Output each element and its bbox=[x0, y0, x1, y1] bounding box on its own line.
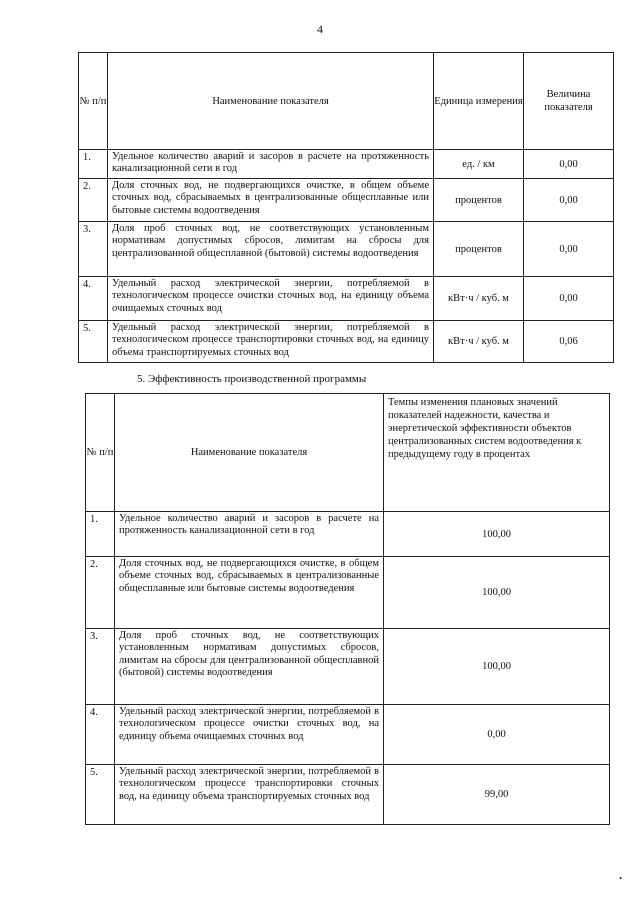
page-mark: • bbox=[619, 874, 622, 883]
row-name: Доля проб сточных вод, не соответствующих установленным нормативам допустимых сбросов, лимитам на сбросы для централизованной общесплавной (бытовой) системы водоотведения bbox=[108, 222, 434, 277]
row-unit: процентов bbox=[434, 179, 524, 222]
row-value: 100,00 bbox=[384, 629, 610, 705]
table-row bbox=[79, 222, 614, 277]
row-num: 2. bbox=[86, 557, 115, 629]
table-row bbox=[86, 512, 610, 557]
row-value: 0,06 bbox=[524, 321, 614, 363]
header-num: № п/п bbox=[86, 394, 115, 512]
indicators-table bbox=[78, 52, 614, 363]
header-name: Наименование показателя bbox=[115, 394, 384, 512]
row-num: 5. bbox=[79, 321, 108, 363]
table-row bbox=[86, 705, 610, 765]
row-name: Доля сточных вод, не подвергающихся очистке, в общем объеме сточных вод, сбрасываемых в централизованные общесплавные или бытовые системы водоотведения bbox=[115, 557, 384, 629]
row-value: 99,00 bbox=[384, 765, 610, 825]
table-row bbox=[86, 629, 610, 705]
row-name: Удельный расход электрической энергии, потребляемой в технологическом процессе очистки сточных вод, на единицу объема очищаемых сточных вод bbox=[108, 277, 434, 321]
row-unit: кВт·ч / куб. м bbox=[434, 321, 524, 363]
header-rate: Темпы изменения плановых значений показателей надежности, качества и энергетической эффективности объектов централизованных систем водоотведения к предыдущему году в процентах bbox=[384, 394, 610, 512]
table-row bbox=[79, 150, 614, 179]
row-value: 100,00 bbox=[384, 512, 610, 557]
row-value: 0,00 bbox=[524, 222, 614, 277]
row-name: Доля сточных вод, не подвергающихся очистке, в общем объеме сточных вод, сбрасываемых в централизованные общесплавные или бытовые системы водоотведения bbox=[108, 179, 434, 222]
page-number: 4 bbox=[317, 22, 323, 36]
row-num: 4. bbox=[79, 277, 108, 321]
table-row bbox=[79, 179, 614, 222]
table-row bbox=[79, 277, 614, 321]
table-header-row bbox=[86, 394, 610, 512]
row-num: 1. bbox=[79, 150, 108, 179]
row-num: 1. bbox=[86, 512, 115, 557]
row-num: 5. bbox=[86, 765, 115, 825]
efficiency-table bbox=[85, 393, 610, 825]
header-name: Наименование показателя bbox=[108, 53, 434, 150]
table-header-row bbox=[79, 53, 614, 150]
row-value: 100,00 bbox=[384, 557, 610, 629]
row-value: 0,00 bbox=[524, 150, 614, 179]
row-num: 3. bbox=[79, 222, 108, 277]
row-name: Удельный расход электрической энергии, потребляемой в технологическом процессе транспортировки сточных вод, на единицу объема транспортируемых сточных вод bbox=[108, 321, 434, 363]
row-value: 0,00 bbox=[524, 179, 614, 222]
row-name: Удельное количество аварий и засоров в расчете на протяженность канализационной сети в год bbox=[115, 512, 384, 557]
row-num: 2. bbox=[79, 179, 108, 222]
row-unit: кВт·ч / куб. м bbox=[434, 277, 524, 321]
row-name: Удельный расход электрической энергии, потребляемой в технологическом процессе очистки сточных вод, на единицу объема очищаемых сточных вод bbox=[115, 705, 384, 765]
row-name: Доля проб сточных вод, не соответствующих установленным нормативам допустимых сбросов, лимитам на сбросы для централизованной общесплавной (бытовой) системы водоотведения bbox=[115, 629, 384, 705]
header-value: Величина показателя bbox=[524, 53, 614, 150]
section-title: 5. Эффективность производственной программы bbox=[137, 373, 367, 385]
header-unit: Единица измерения bbox=[434, 53, 524, 150]
table-row bbox=[86, 765, 610, 825]
row-name: Удельный расход электрической энергии, потребляемой в технологическом процессе транспортировки сточных вод, на единицу объема транспортируемых сточных вод bbox=[115, 765, 384, 825]
row-num: 4. bbox=[86, 705, 115, 765]
row-unit: ед. / км bbox=[434, 150, 524, 179]
row-value: 0,00 bbox=[524, 277, 614, 321]
row-unit: процентов bbox=[434, 222, 524, 277]
row-num: 3. bbox=[86, 629, 115, 705]
row-value: 0,00 bbox=[384, 705, 610, 765]
table-row bbox=[79, 321, 614, 363]
row-name: Удельное количество аварий и засоров в расчете на протяженность канализационной сети в год bbox=[108, 150, 434, 179]
header-num: № п/п bbox=[79, 53, 108, 150]
table-row bbox=[86, 557, 610, 629]
